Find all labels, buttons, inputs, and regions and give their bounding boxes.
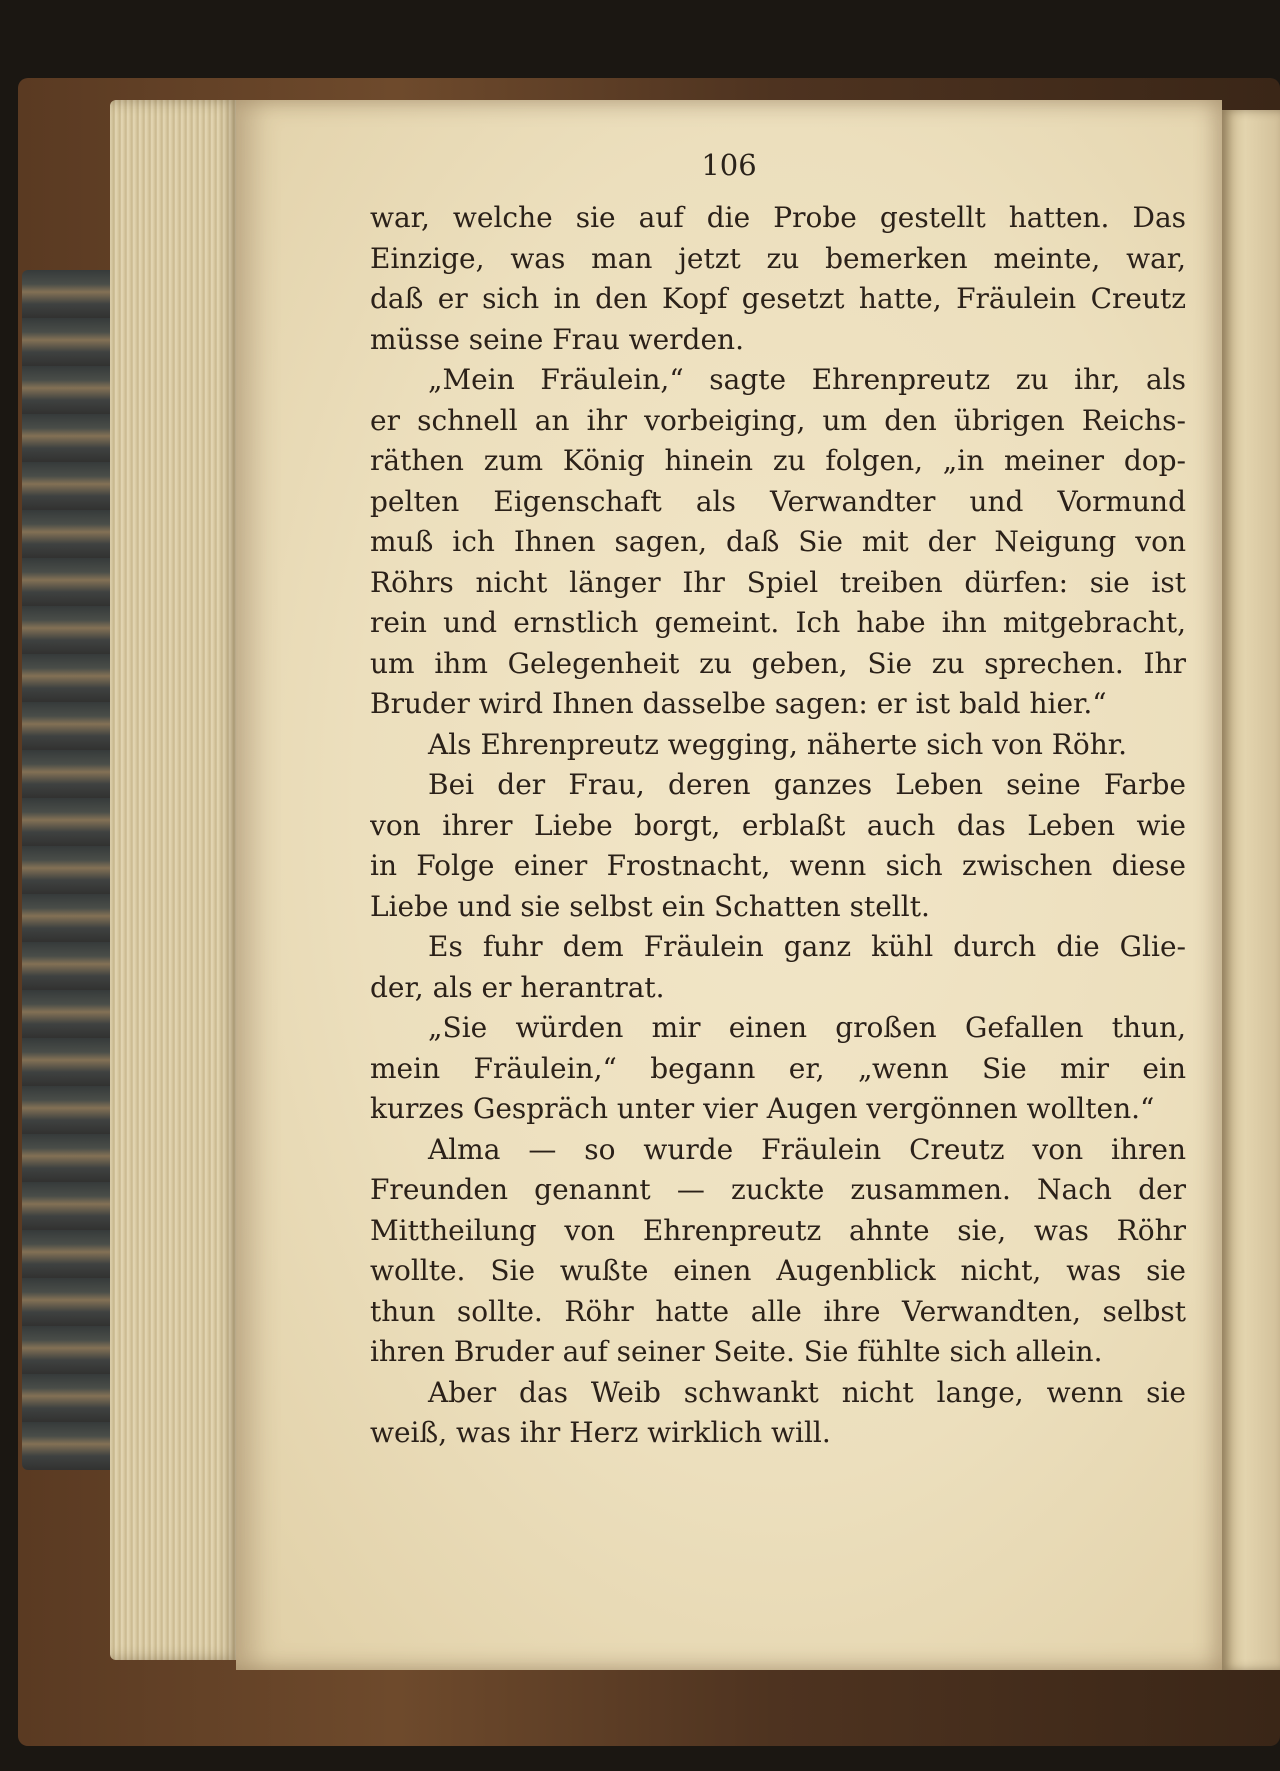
facing-page-edge [1222,110,1280,1670]
text-line: muß ich Ihnen sagen, daß Sie mit der Neigung von [370,525,1186,558]
text-line: von ihrer Liebe borgt, erblaßt auch das Leben wie [370,808,1186,842]
text-line: rein und ernstlich gemeint. Ich habe ihn mitgebracht, [370,606,1186,639]
text-line: kurzes Gespräch unter vier Augen vergönnen wollten.“ [370,1092,1155,1125]
text-line: Röhrs nicht länger Ihr Spiel treiben dürfen: sie ist [370,565,1186,599]
text-line: Aber das Weib schwankt nicht lange, wenn sie [428,1375,1186,1409]
text-line: Liebe und sie selbst ein Schatten stellt. [370,889,930,923]
body-text [370,198,1186,1454]
text-line: weiß, was ihr Herz wirklich will. [370,1416,831,1449]
text-line: war, welche sie auf die Probe gestellt hatten. Das [370,201,1186,234]
text-line: der, als er herantrat. [370,970,665,1004]
text-line: mein Fräulein,“ begann er, „wenn Sie mir ein [370,1051,1186,1085]
text-line: um ihm Gelegenheit zu geben, Sie zu sprechen. Ihr [370,646,1186,680]
text-line: ihren Bruder auf seiner Seite. Sie fühlte sich allein. [370,1335,1103,1368]
text-line: Als Ehrenpreutz wegging, näherte sich von Röhr. [428,727,1127,761]
text-line: daß er sich in den Kopf gesetzt hatte, Fräulein Creutz [370,282,1186,315]
text-line: in Folge einer Frostnacht, wenn sich zwischen diese [370,849,1186,882]
book-page [236,100,1222,1670]
text-line: Einzige, was man jetzt zu bemerken meinte, war, [370,241,1186,275]
text-line: Freunden genannt — zuckte zusammen. Nach der [370,1173,1186,1206]
worn-cover-edge [22,270,118,1470]
text-line: Mittheilung von Ehrenpreutz ahnte sie, was Röhr [370,1213,1186,1247]
text-line: Alma — so wurde Fräulein Creutz von ihren [428,1132,1186,1166]
text-line: pelten Eigenschaft als Verwandter und Vormund [370,484,1186,518]
page-edges-left [110,100,240,1660]
text-line: Es fuhr dem Fräulein ganz kühl durch die Glie- [428,930,1186,963]
text-line: Bei der Frau, deren ganzes Leben seine Farbe [428,768,1186,801]
text-line: Bruder wird Ihnen dasselbe sagen: er ist bald hier.“ [370,687,1107,720]
text-line: thun sollte. Röhr hatte alle ihre Verwandten, selbst [370,1294,1186,1328]
text-line: müsse seine Frau werden. [370,322,744,356]
text-line: räthen zum König hinein zu folgen, „in meiner dop- [370,444,1186,477]
text-line: wollte. Sie wußte einen Augenblick nicht, was sie [370,1254,1186,1287]
text-line: „Mein Fräulein,“ sagte Ehrenpreutz zu ihr, als [428,363,1186,396]
text-line: er schnell an ihr vorbeiging, um den übrigen Reichs- [370,403,1186,437]
text-line: „Sie würden mir einen großen Gefallen thun, [428,1011,1186,1044]
page-number: 106 [701,148,757,182]
